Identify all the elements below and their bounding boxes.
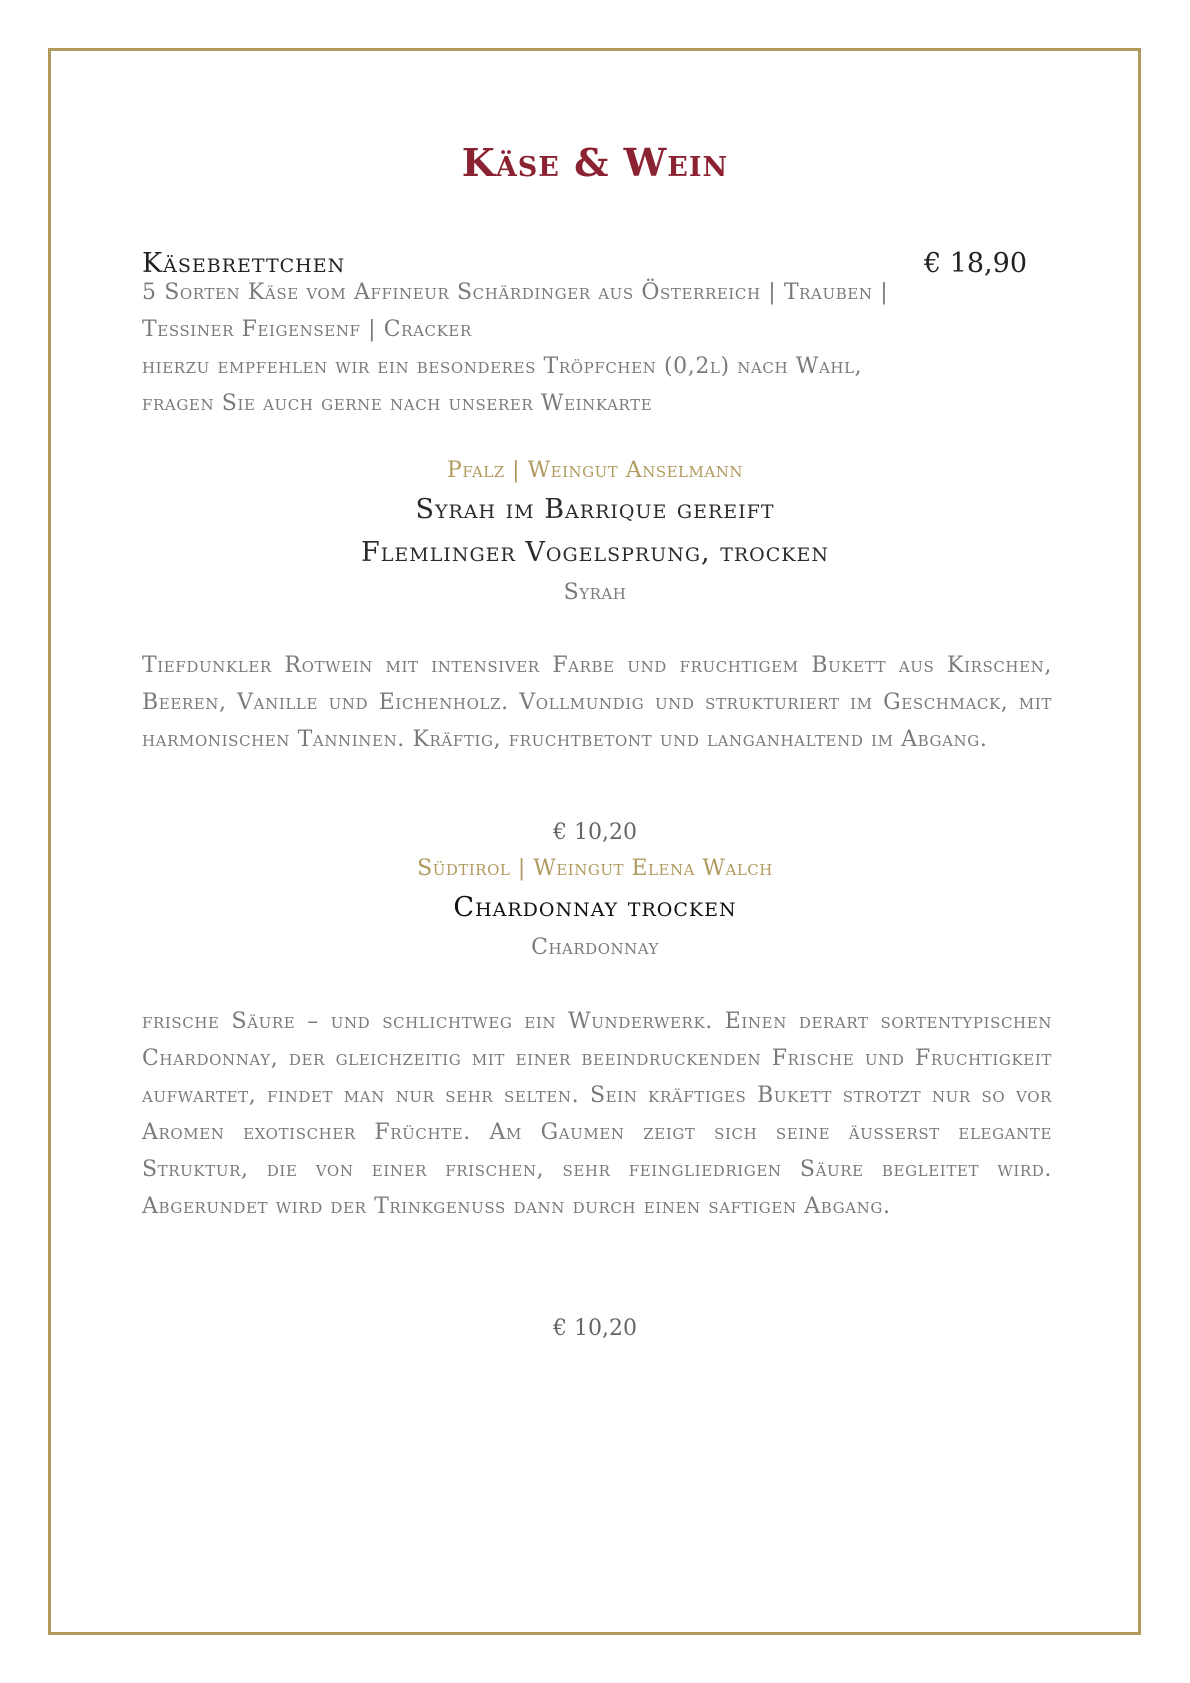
wine-description: Tiefdunkler Rotwein mit intensiver Farbe und fruchtigem Bukett aus Kirschen, Beeren, Vanille und Eichenholz. Vollmundig und strukturiert im Geschmack, mit harmonischen Tanninen. Kräftig, fruchtbetont und langanhaltend im Abgang. [142, 653, 1052, 752]
cheese-description [142, 274, 1052, 422]
wine-grape: Syrah [563, 580, 627, 605]
wine-price: € 10,20 [553, 820, 637, 845]
wine-description: frische Säure – und schlichtweg ein Wunderwerk. Einen derart sortentypischen Chardonnay, der gleichzeitig mit einer beeindruckenden Frische und Fruchtigkeit aufwartet, findet man nur sehr selten. Sein kräftiges Bukett strotzt nur so vor Aromen exotischer Früchte. Am Gaumen zeigt sich seine äusserst elegante Struktur, die von einer frischen, sehr feingliedrigen Säure begleitet wird. Abgerundet wird der Trinkgenuss dann durch einen saftigen Abgang. [142, 1009, 1052, 1219]
cheese-item-price: € 18,90 [923, 248, 1027, 279]
wine-grape: Chardonnay [531, 935, 659, 960]
page-title: Käse & Wein [461, 140, 729, 185]
cheese-description-line: Tessiner Feigensenf | Cracker [142, 317, 472, 342]
wine-name: Syrah im Barrique gereift [415, 494, 775, 525]
wine-name-line2: Flemlinger Vogelsprung, trocken [361, 537, 829, 568]
cheese-description-line: 5 Sorten Käse vom Affineur Schärdinger aus Österreich | Trauben | [142, 280, 889, 305]
wine-origin: Südtirol | Weingut Elena Walch [417, 856, 773, 881]
cheese-recommendation-line: hierzu empfehlen wir ein besonderes Tröpfchen (0,2l) nach Wahl, [142, 354, 863, 379]
wine-price: € 10,20 [553, 1316, 637, 1341]
cheese-recommendation-line: fragen Sie auch gerne nach unserer Weinkarte [142, 391, 653, 416]
wine-origin: Pfalz | Weingut Anselmann [447, 458, 743, 483]
cheese-item-name: Käsebrettchen [142, 248, 346, 279]
wine-name: Chardonnay trocken [453, 892, 737, 923]
